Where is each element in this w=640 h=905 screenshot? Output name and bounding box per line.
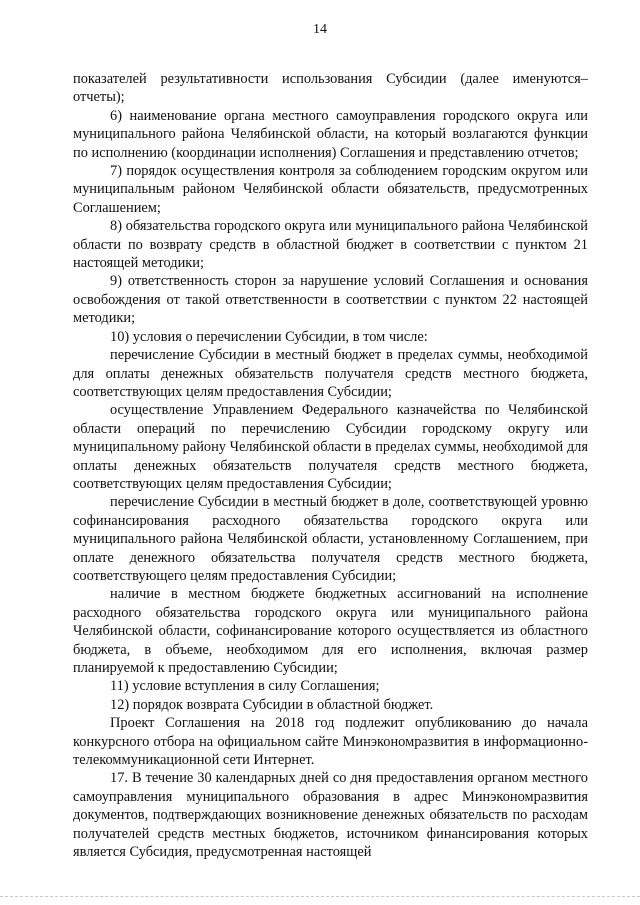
paragraph-item-11: 11) условие вступления в силу Соглашения; [110,678,380,695]
paragraph-item-8: 8) обязательства городского округа или муниципального района Челябинской области по возврату средств в областной бюджет в соответствии с пунктом 21 настоящей методики; [73,218,588,272]
paragraph-item-17: 17. В течение 30 календарных дней со дня предоставления органом местного самоуправления муниципального образования в адрес Минэкономразвития документов, подтверждающих возникновение денежных обязательств по расходам получателей средств местных бюджетов, источником финансирования которых является Субсидия, предусмотренная настоящей [73,770,588,861]
paragraph-item-6: 6) наименование органа местного самоуправления городского округа или муниципального района Челябинской области, на который возлагаются функции по исполнению (координации исполнения) Соглашения и представлению отчетов; [73,107,588,161]
paragraph-subitem-share: перечисление Субсидии в местный бюджет в доле, соответствующей уровню софинансирования расходного обязательства городского округа или муниципального района Челябинской области, установленному Соглашением, при оплате денежного обязательства получателя средств местного бюджета, соответствующего целям предоставления Субсидии; [73,494,588,584]
document-body [73,70,588,861]
paragraph-item-10: 10) условия о перечислении Субсидии, в том числе: [110,328,428,345]
paragraph-subitem-treasury: осуществление Управлением Федерального казначейства по Челябинской области операций по перечислению Субсидии городскому округу или муниципальному району Челябинской области в пределах суммы, необходимой для оплаты денежных обязательств получателя средств местного бюджета, соответствующих целям предоставления Субсидии; [73,402,588,492]
paragraph-agreement-draft: Проект Соглашения на 2018 год подлежит опубликованию до начала конкурсного отбора на официальном сайте Минэкономразвития в информационно-телекоммуникационной сети Интернет. [73,715,588,769]
paragraph-item-9: 9) ответственность сторон за нарушение условий Соглашения и основания освобождения от такой ответственности в соответствии с пунктом 22 настоящей методики; [73,273,588,327]
paragraph-item-7: 7) порядок осуществления контроля за соблюдением городским округом или муниципальным районом Челябинской области обязательств, предусмотренных Соглашением; [73,163,588,216]
paragraph-continuation: показателей результативности использования Субсидии (далее именуются– отчеты); [73,71,588,106]
scan-bottom-edge [0,896,640,897]
paragraph-subitem-budget: наличие в местном бюджете бюджетных ассигнований на исполнение расходного обязательства городского округа или муниципального района Челябинской области, софинансирование которого осуществляется из областного бюджета, в объеме, необходимом для его исполнения, включая размер планируемой к предоставлению Субсидии; [73,586,588,676]
paragraph-item-12: 12) порядок возврата Субсидии в областной бюджет. [110,696,434,713]
page-number: 14 [313,22,327,37]
paragraph-subitem-transfer: перечисление Субсидии в местный бюджет в пределах суммы, необходимой для оплаты денежных обязательств получателя средств местного бюджета, соответствующих целям предоставления Субсидии; [73,347,588,400]
